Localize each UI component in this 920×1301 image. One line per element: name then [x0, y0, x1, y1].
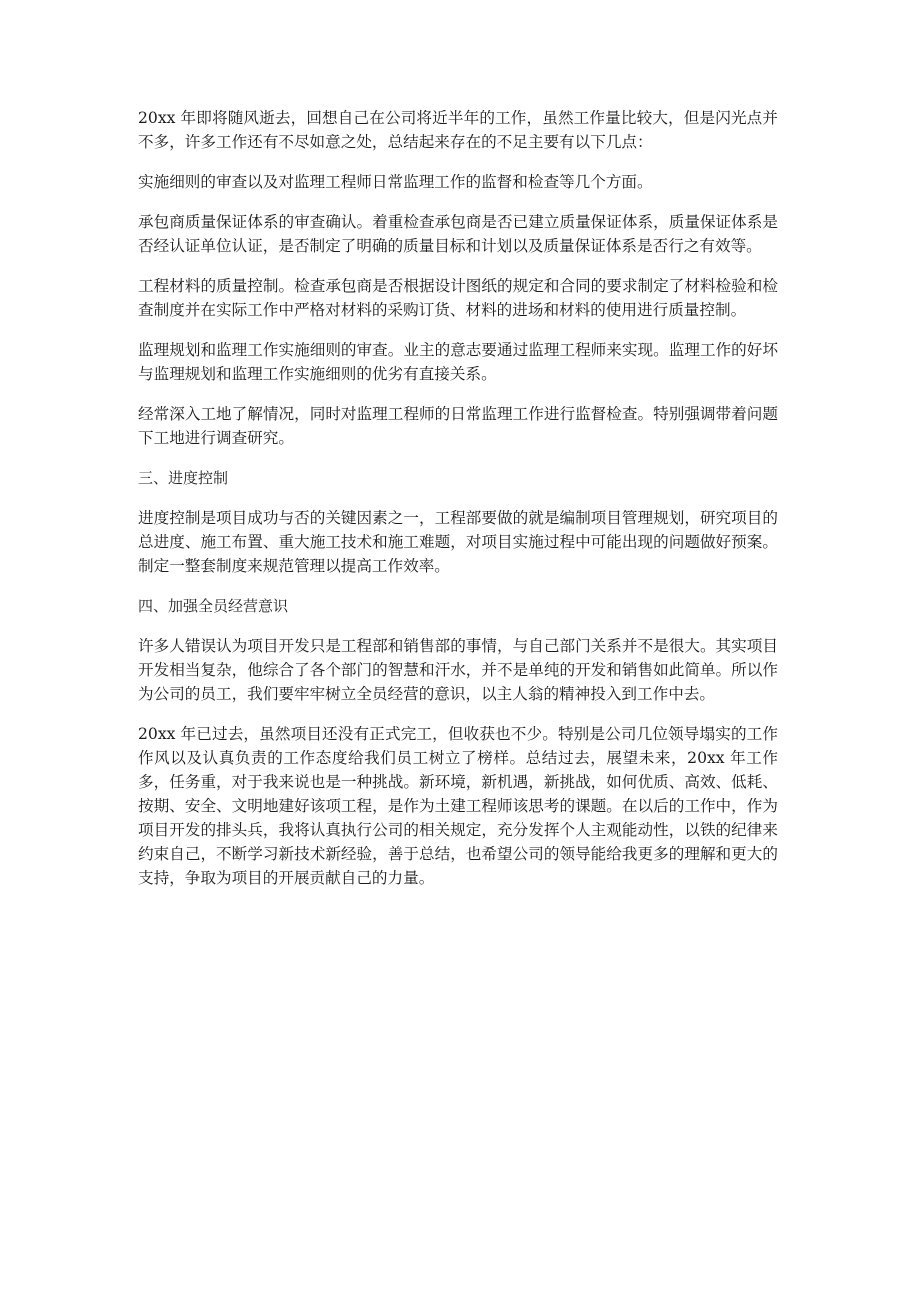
paragraph-material-control: 工程材料的质量控制。检查承包商是否根据设计图纸的规定和合同的要求制定了材料检验和检查制度并在实际工作中严格对材料的采购订货、材料的进场和材料的使用进行质量控制。 — [138, 277, 778, 319]
paragraph-conclusion: 20xx 年已过去，虽然项目还没有正式完工，但收获也不少。特别是公司几位领导塌实的工作作风以及认真负责的工作态度给我们员工树立了榜样。总结过去，展望未来，20xx 年工作多，任务重，对于我来说也是一种挑战。新环境，新机遇，新挑战，如何优质、高效、低耗、按期、安全、文明地建好该项工程，是作为土建工程师该思考的课题。在以后的工作中，作为项目开发的排头兵，我将认真执行公司的相关规定，充分发挥个人主观能动性，以铁的纪律来约束自己，不断学习新技术新经验，善于总结，也希望公司的领导能给我更多的理解和更大的支持，争取为项目的开展贡献自己的力量。 — [138, 725, 778, 887]
section-heading-progress-control: 三、进度控制 — [138, 469, 229, 487]
section-heading-business-awareness: 四、加强全员经营意识 — [138, 597, 289, 615]
paragraph-progress-control: 进度控制是项目成功与否的关键因素之一，工程部要做的就是编制项目管理规划，研究项目的总进度、施工布置、重大施工技术和施工难题，对项目实施过程中可能出现的问题做好预案。制定一整套制度来规范管理以提高工作效率。 — [138, 509, 778, 575]
paragraph-quality-system: 承包商质量保证体系的审查确认。着重检查承包商是否已建立质量保证体系，质量保证体系是否经认证单位认证，是否制定了明确的质量目标和计划以及质量保证体系是否行之有效等。 — [138, 213, 778, 255]
paragraph-site-inspection: 经常深入工地了解情况，同时对监理工程师的日常监理工作进行监督检查。特别强调带着问题下工地进行调查研究。 — [138, 405, 778, 447]
paragraph-implementation-review: 实施细则的审查以及对监理工程师日常监理工作的监督和检查等几个方面。 — [138, 173, 653, 191]
paragraph-intro: 20xx 年即将随风逝去，回想自己在公司将近半年的工作，虽然工作量比较大，但是闪光点并不多，许多工作还有不尽如意之处，总结起来存在的不足主要有以下几点： — [138, 109, 778, 151]
paragraph-business-awareness: 许多人错误认为项目开发只是工程部和销售部的事情，与自己部门关系并不是很大。其实项目开发相当复杂，他综合了各个部门的智慧和汗水，并不是单纯的开发和销售如此简单。所以作为公司的员工，我们要牢牢树立全员经营的意识，以主人翁的精神投入到工作中去。 — [138, 637, 778, 703]
paragraph-supervision-plan: 监理规划和监理工作实施细则的审查。业主的意志要通过监理工程师来实现。监理工作的好坏与监理规划和监理工作实施细则的优劣有直接关系。 — [138, 341, 778, 383]
document-body — [138, 106, 778, 906]
